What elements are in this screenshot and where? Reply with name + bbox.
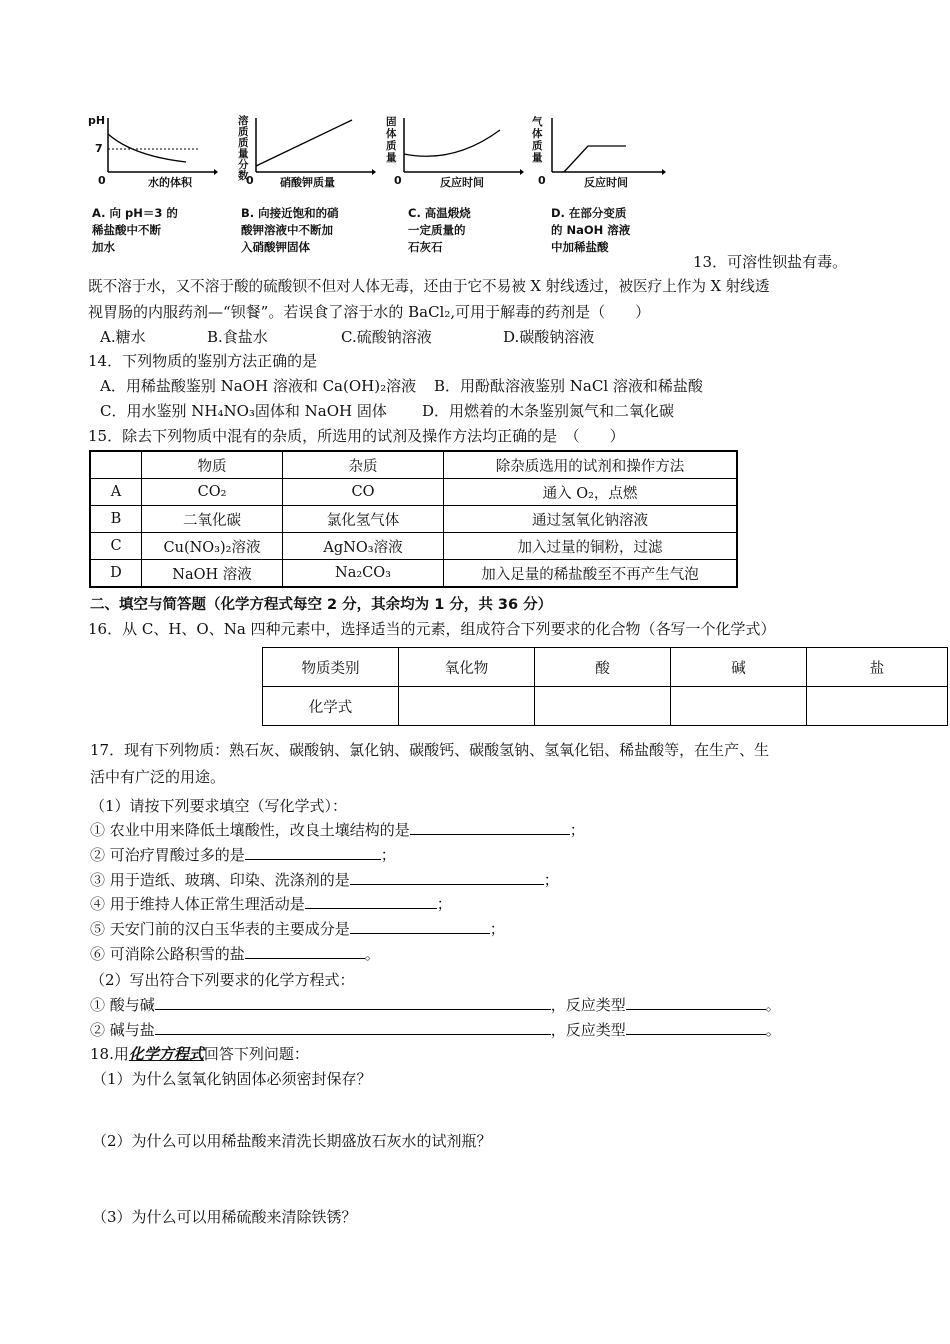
q17-item-3 <box>90 870 559 890</box>
answer-cell-base[interactable] <box>671 687 807 726</box>
caption-line: 中加稀盐酸 <box>551 240 609 254</box>
stem-text: 18.用 <box>90 1045 129 1063</box>
caption-line: 一定质量的 <box>408 223 466 237</box>
q18-sub-2: （2）为什么可以用稀盐酸来清洗长期盛放石灰水的试剂瓶？ <box>92 1132 492 1150</box>
q13-line2: 既不溶于水，又不溶于酸的硫酸钡不但对人体无毒，还由于它不易被 X 射线透过，被医疗上作为 X 射线透 <box>88 278 770 295</box>
item-text: ② 碱与盐 <box>90 1021 155 1039</box>
table-cell: CO <box>283 479 444 506</box>
answer-cell-acid[interactable] <box>535 687 671 726</box>
graph-b-caption <box>241 205 339 256</box>
reaction-type-blank[interactable] <box>626 1020 766 1035</box>
answer-cell-salt[interactable] <box>807 687 948 726</box>
item-text: ① 农业中用来降低土壤酸性，改良土壤结构的是 <box>90 821 410 839</box>
caption-line: B. 向接近饱和的硝 <box>241 206 339 220</box>
q17-part2: （2）写出符合下列要求的化学方程式： <box>90 971 355 989</box>
caption-line: 石灰石 <box>408 240 443 254</box>
q18-sub-3: （3）为什么可以用稀硫酸来清除铁锈？ <box>92 1208 357 1226</box>
item-text: ③ 用于造纸、玻璃、印染、洗涤剂的是 <box>90 871 350 889</box>
table-cell: 氯化氢气体 <box>283 506 444 533</box>
item-text: ⑤ 天安门前的汉白玉华表的主要成分是 <box>90 920 350 938</box>
graph-b-xlabel: 硝酸钾质量 <box>280 176 335 189</box>
table-cell: Na₂CO₃ <box>283 560 444 588</box>
punct: ； <box>489 920 505 938</box>
punct: 。 <box>364 945 380 963</box>
q17-eq-1 <box>90 995 781 1015</box>
caption-line: 稀盐酸中不断 <box>92 223 161 237</box>
table-cell: A <box>90 479 142 506</box>
q13-option-d: D.碳酸钠溶液 <box>503 328 595 346</box>
table-cell: 加入足量的稀盐酸至不再产生气泡 <box>444 560 738 588</box>
graph-c-ylabel: 固体质量 <box>386 116 397 164</box>
table-cell: 加入过量的铜粉，过滤 <box>444 533 738 560</box>
graph-d-xlabel: 反应时间 <box>584 176 628 189</box>
q14-stem: 14．下列物质的鉴别方法正确的是 <box>88 352 318 370</box>
punct: ； <box>543 871 559 889</box>
graph-c <box>384 112 524 192</box>
q17-eq-2 <box>90 1020 781 1040</box>
punct: 。 <box>765 996 781 1014</box>
item-text: ，反应类型 <box>550 1021 626 1039</box>
q17-item-1 <box>90 820 585 840</box>
q17-part1: （1）请按下列要求填空（写化学式）： <box>90 797 348 815</box>
q14-option-a: A．用稀盐酸鉴别 NaOH 溶液和 Ca(OH)₂溶液 <box>100 377 417 395</box>
q13-option-b: B.食盐水 <box>207 328 268 346</box>
table-cell: 物质类别 <box>263 648 399 687</box>
section-heading: 二、填空与简答题（化学方程式每空 2 分，其余均为 1 分，共 36 分） <box>90 597 553 613</box>
table-row <box>90 506 737 533</box>
item-text: ④ 用于维持人体正常生理活动是 <box>90 895 305 913</box>
table-cell: 杂质 <box>283 451 444 479</box>
q14-option-d: D．用燃着的木条鉴别氮气和二氧化碳 <box>422 402 675 420</box>
item-text: ① 酸与碱 <box>90 996 155 1014</box>
table-cell: 通入 O₂，点燃 <box>444 479 738 506</box>
table-cell: Cu(NO₃)₂溶液 <box>142 533 283 560</box>
q17-line2: 活中有广泛的用途。 <box>90 768 226 786</box>
answer-blank[interactable] <box>350 919 490 934</box>
table-cell: 盐 <box>807 648 948 687</box>
graph-a <box>88 112 218 192</box>
table-row <box>90 560 737 588</box>
caption-line: 加水 <box>92 240 115 254</box>
q14-option-b: B．用酚酞溶液鉴别 NaCl 溶液和稀盐酸 <box>434 377 703 395</box>
stem-text: 回答下列问题： <box>203 1045 309 1063</box>
table-cell: 氧化物 <box>399 648 535 687</box>
caption-line: A. 向 pH＝3 的 <box>92 206 178 220</box>
graph-d-origin: 0 <box>538 174 546 187</box>
equation-blank[interactable] <box>155 995 551 1010</box>
table-cell: NaOH 溶液 <box>142 560 283 588</box>
q15-table <box>89 450 738 588</box>
caption-line: 酸钾溶液中不断加 <box>241 223 333 237</box>
graph-a-ytick: 7 <box>95 142 103 155</box>
q17-item-5 <box>90 919 505 939</box>
punct: 。 <box>765 1021 781 1039</box>
table-header-row <box>90 451 737 479</box>
graph-c-caption <box>408 205 471 256</box>
table-cell: 酸 <box>535 648 671 687</box>
q15-stem: 15．除去下列物质中混有的杂质，所选用的试剂及操作方法均正确的是 （ ） <box>88 427 625 445</box>
q16-stem: 16．从 C、H、O、Na 四种元素中，选择适当的元素，组成符合下列要求的化合物（各写一个化学式） <box>88 620 776 638</box>
equation-blank[interactable] <box>155 1020 551 1035</box>
item-text: ，反应类型 <box>550 996 626 1014</box>
answer-blank[interactable] <box>305 894 437 909</box>
item-text: ② 可治疗胃酸过多的是 <box>90 846 245 864</box>
reaction-type-blank[interactable] <box>626 995 766 1010</box>
q18-stem <box>90 1044 309 1064</box>
item-text: ⑥ 可消除公路积雪的盐 <box>90 945 245 963</box>
caption-line: C. 高温煅烧 <box>408 206 471 220</box>
table-cell: 通过氢氧化钠溶液 <box>444 506 738 533</box>
answer-blank[interactable] <box>410 820 570 835</box>
graph-b-ylabel: 溶质质量分数 <box>238 115 249 182</box>
graph-a-caption <box>92 205 178 256</box>
q13-option-c: C.硫酸钠溶液 <box>341 328 432 346</box>
table-cell: C <box>90 533 142 560</box>
q16-table <box>262 647 948 726</box>
q13-line1: 13．可溶性钡盐有毒。 <box>693 253 848 271</box>
punct: ； <box>380 846 396 864</box>
q17-item-4 <box>90 894 452 914</box>
table-cell: 化学式 <box>263 687 399 726</box>
table-cell: B <box>90 506 142 533</box>
table-cell: CO₂ <box>142 479 283 506</box>
table-header-row <box>263 648 948 687</box>
punct: ； <box>569 821 585 839</box>
table-cell: 除杂质选用的试剂和操作方法 <box>444 451 738 479</box>
graph-c-origin: 0 <box>394 174 402 187</box>
graph-d-ylabel: 气体质量 <box>532 116 543 164</box>
graph-d-caption <box>551 205 630 256</box>
graph-d <box>530 112 670 192</box>
punct: ； <box>436 895 452 913</box>
q13-option-a: A.糖水 <box>100 328 146 346</box>
table-cell: AgNO₃溶液 <box>283 533 444 560</box>
q17-item-6 <box>90 944 380 964</box>
table-row <box>90 533 737 560</box>
answer-blank[interactable] <box>245 845 381 860</box>
table-cell <box>90 451 142 479</box>
graph-a-origin: 0 <box>98 174 106 187</box>
answer-blank[interactable] <box>350 870 544 885</box>
table-row <box>90 479 737 506</box>
graph-b-origin: 0 <box>246 174 254 187</box>
caption-line: 的 NaOH 溶液 <box>551 223 631 237</box>
graph-a-ylabel: pH <box>88 114 106 127</box>
answer-cell-oxide[interactable] <box>399 687 535 726</box>
graph-c-xlabel: 反应时间 <box>440 176 484 189</box>
graph-b <box>236 112 376 192</box>
table-cell: D <box>90 560 142 588</box>
table-cell: 碱 <box>671 648 807 687</box>
graph-a-xlabel: 水的体积 <box>148 176 192 189</box>
caption-line: D. 在部分变质 <box>551 206 627 220</box>
q18-sub-1: （1）为什么氢氧化钠固体必须密封保存？ <box>92 1070 372 1088</box>
emphasis-text: 化学方程式 <box>128 1045 204 1063</box>
table-row <box>263 687 948 726</box>
table-cell: 物质 <box>142 451 283 479</box>
q14-option-c: C．用水鉴别 NH₄NO₃固体和 NaOH 固体 <box>100 402 387 420</box>
table-cell: 二氧化碳 <box>142 506 283 533</box>
answer-blank[interactable] <box>245 944 365 959</box>
q13-line3: 视胃肠的内服药剂—“钡餐”。若误食了溶于水的 BaCl₂,可用于解毒的药剂是（ ） <box>88 303 651 321</box>
q17-line1: 17．现有下列物质：熟石灰、碳酸钠、氯化钠、碳酸钙、碳酸氢钠、氢氧化铝、稀盐酸等，在生产、生 <box>90 741 770 759</box>
caption-line: 入硝酸钾固体 <box>241 240 310 254</box>
q17-item-2 <box>90 845 396 865</box>
